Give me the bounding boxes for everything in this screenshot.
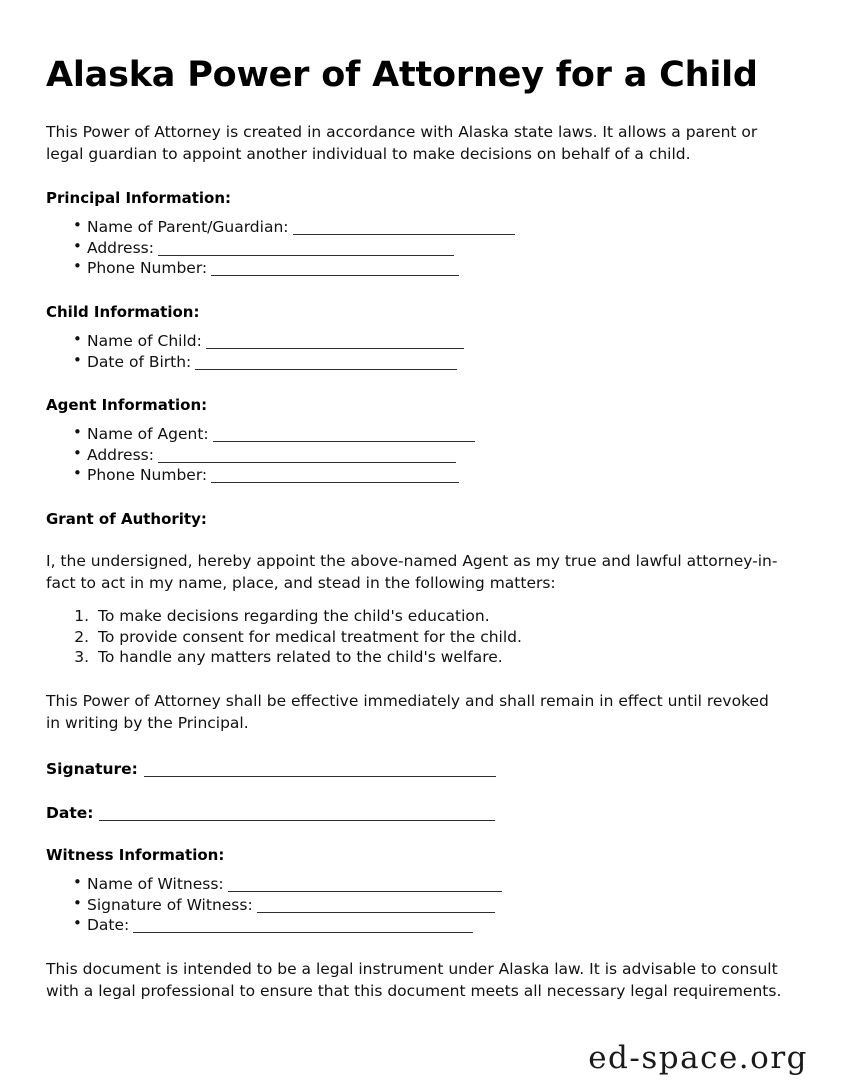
grant-intro-paragraph: I, the undersigned, hereby appoint the above-named Agent as my true and lawful attorney-in-fact to act in my name, place, and stead in the following matters: bbox=[46, 552, 778, 593]
field-label: Date: bbox=[87, 916, 130, 935]
signature-label: Signature: bbox=[46, 759, 138, 778]
fill-line[interactable] bbox=[213, 428, 475, 442]
signature-fill-line[interactable] bbox=[144, 763, 496, 777]
child-field-list bbox=[46, 331, 798, 372]
field-label: Address: bbox=[87, 445, 154, 464]
closing-paragraph: This document is intended to be a legal instrument under Alaska law. It is advisable to consult with a legal professional to ensure that this document meets all necessary legal requirements. bbox=[46, 959, 782, 1000]
field-agent-phone bbox=[73, 465, 798, 486]
field-agent-name bbox=[73, 424, 798, 445]
field-label: Phone Number: bbox=[87, 466, 208, 485]
section-heading-agent: Agent Information: bbox=[46, 396, 208, 415]
section-heading-witness: Witness Information: bbox=[46, 845, 225, 864]
field-label: Address: bbox=[87, 238, 154, 257]
field-label: Name of Witness: bbox=[87, 874, 224, 893]
field-witness-date bbox=[73, 915, 798, 936]
field-child-dob bbox=[73, 352, 798, 373]
field-principal-phone bbox=[73, 258, 798, 279]
field-principal-address bbox=[73, 238, 798, 259]
field-child-name bbox=[73, 331, 798, 352]
field-label: Name of Agent: bbox=[87, 425, 209, 444]
field-label: Name of Parent/Guardian: bbox=[87, 218, 289, 237]
fill-line[interactable] bbox=[211, 469, 459, 483]
intro-paragraph: This Power of Attorney is created in accordance with Alaska state laws. It allows a parent or legal guardian to appoint another individual to make decisions on behalf of a child. bbox=[46, 123, 758, 164]
signature-row bbox=[46, 760, 798, 778]
fill-line[interactable] bbox=[195, 356, 457, 370]
fill-line[interactable] bbox=[228, 878, 502, 892]
field-label: Signature of Witness: bbox=[87, 895, 253, 914]
principal-field-list bbox=[46, 217, 798, 279]
fill-line[interactable] bbox=[206, 335, 464, 349]
grant-item: 1. To make decisions regarding the child's education. bbox=[94, 606, 798, 627]
agent-field-list bbox=[46, 424, 798, 486]
fill-line[interactable] bbox=[158, 242, 454, 256]
grant-items-list bbox=[46, 606, 798, 668]
footer-watermark: ed-space.org bbox=[588, 1040, 808, 1076]
section-heading-principal: Principal Information: bbox=[46, 189, 232, 208]
witness-field-list bbox=[46, 874, 798, 936]
section-heading-grant-of-authority: Grant of Authority: bbox=[46, 510, 207, 529]
fill-line[interactable] bbox=[158, 449, 456, 463]
date-label: Date: bbox=[46, 803, 94, 822]
field-label: Name of Child: bbox=[87, 332, 202, 351]
fill-line[interactable] bbox=[211, 262, 459, 276]
page-title: Alaska Power of Attorney for a Child bbox=[46, 55, 758, 95]
field-agent-address bbox=[73, 445, 798, 466]
grant-item: 3. To handle any matters related to the child's welfare. bbox=[94, 647, 798, 668]
field-label: Date of Birth: bbox=[87, 352, 192, 371]
field-parent-guardian-name bbox=[73, 217, 798, 238]
fill-line[interactable] bbox=[133, 919, 473, 933]
date-row bbox=[46, 804, 798, 822]
date-fill-line[interactable] bbox=[99, 807, 495, 821]
fill-line[interactable] bbox=[257, 899, 495, 913]
fill-line[interactable] bbox=[293, 221, 515, 235]
field-witness-name bbox=[73, 874, 798, 895]
grant-item: 2. To provide consent for medical treatment for the child. bbox=[94, 627, 798, 648]
field-witness-signature bbox=[73, 895, 798, 916]
section-heading-child: Child Information: bbox=[46, 303, 200, 322]
effectiveness-paragraph: This Power of Attorney shall be effective immediately and shall remain in effect until revoked in writing by the Principal. bbox=[46, 691, 769, 732]
field-label: Phone Number: bbox=[87, 259, 208, 278]
